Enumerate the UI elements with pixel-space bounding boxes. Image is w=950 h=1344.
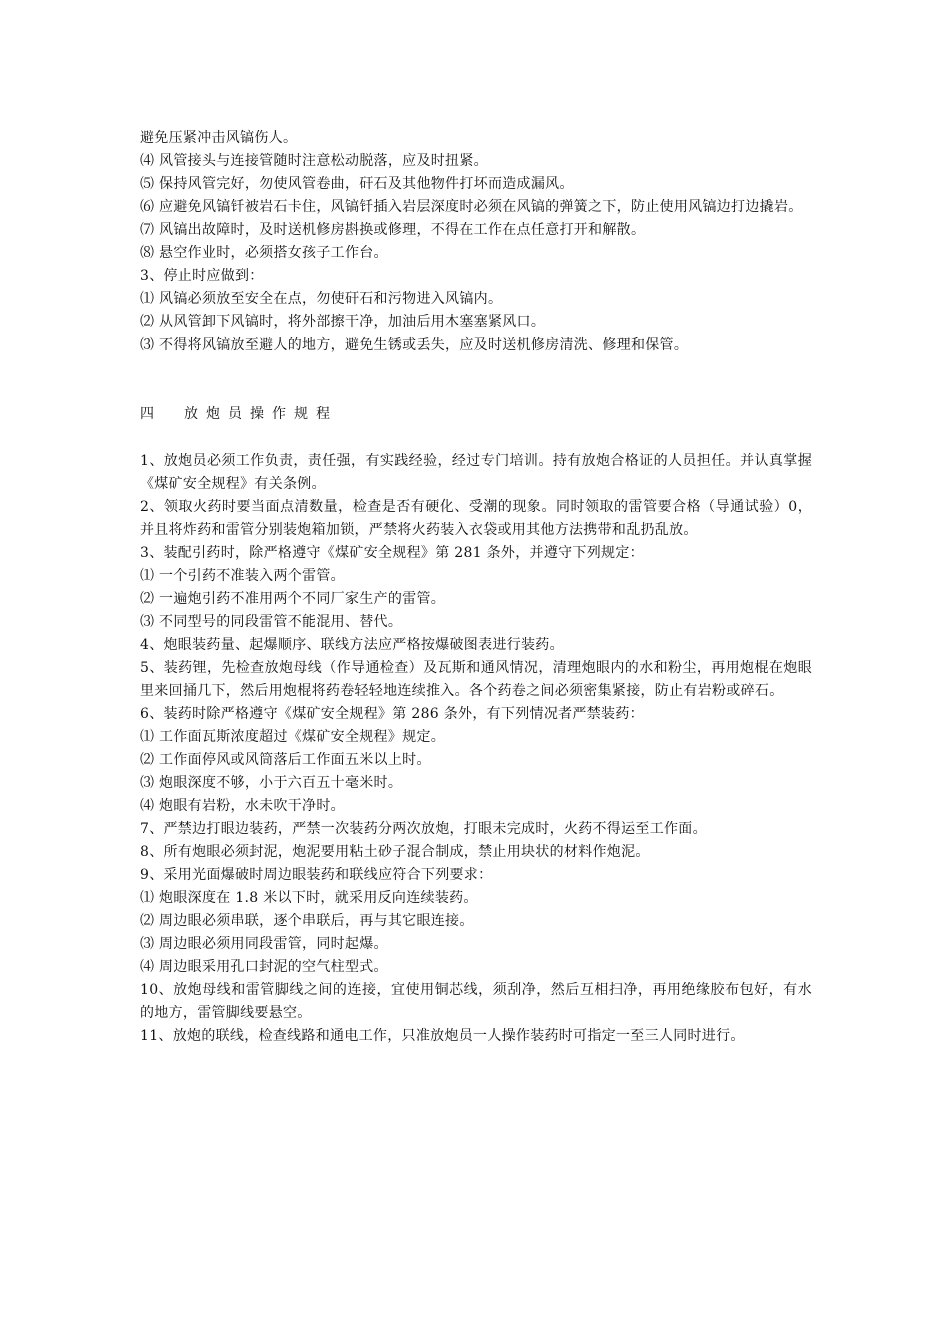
paragraph: 4、炮眼装药量、起爆顺序、联线方法应严格按爆破图表进行装药。 — [140, 637, 564, 653]
paragraph: ⑹ 应避免风镐钎被岩石卡住，风镐钎插入岩层深度时必须在风镐的弹簧之下，防止使用风镐边打边撬岩。 — [140, 199, 803, 215]
paragraph: ⑵ 从风管卸下风镐时，将外部擦干净，加油后用木塞塞紧风口。 — [140, 314, 546, 330]
paragraph: ⑵ 一遍炮引药不准用两个不同厂家生产的雷管。 — [140, 591, 446, 607]
paragraph: ⑴ 一个引药不准装入两个雷管。 — [140, 568, 345, 584]
paragraph: ⑺ 风镐出故障时，及时送机修房斟换或修理，不得在工作在点任意打开和解散。 — [140, 222, 646, 238]
paragraph: ⑶ 炮眼深度不够，小于六百五十毫米时。 — [140, 775, 403, 791]
paragraph: ⑶ 不同型号的同段雷管不能混用、替代。 — [140, 614, 403, 630]
paragraph: 7、严禁边打眼边装药，严禁一次装药分两次放炮，打眼未完成时，火药不得运至工作面。 — [140, 821, 707, 837]
paragraph: ⑷ 周边眼采用孔口封泥的空气柱型式。 — [140, 959, 388, 975]
paragraph: ⑶ 不得将风镐放至避人的地方，避免生锈或丢失，应及时送机修房清洗、修理和保管。 — [140, 337, 689, 353]
paragraph: ⑷ 炮眼有岩粉，水未吹干净时。 — [140, 798, 345, 814]
section-3-tail — [140, 127, 812, 357]
spacer — [140, 357, 812, 403]
document-page — [140, 127, 812, 1048]
paragraph: 2、领取火药时要当面点清数量，检查是否有硬化、受潮的现象。同时领取的雷管要合格（导通试验）0，并且将炸药和雷管分别装炮箱加锁，严禁将火药装入衣袋或用其他方法携带和乱扔乱放。 — [140, 499, 812, 538]
paragraph: ⑷ 风管接头与连接管随时注意松动脱落，应及时扭紧。 — [140, 153, 488, 169]
paragraph: 8、所有炮眼必须封泥，炮泥要用粘土砂子混合制成，禁止用块状的材料作炮泥。 — [140, 844, 650, 860]
paragraph: ⑴ 炮眼深度在 1.8 米以下时，就采用反向连续装药。 — [140, 890, 478, 906]
paragraph: ⑸ 保持风管完好，勿使风管卷曲，矸石及其他物件打坏而造成漏风。 — [140, 176, 574, 192]
paragraph: ⑻ 悬空作业时，必须搭女孩子工作台。 — [140, 245, 388, 261]
paragraph: ⑴ 工作面瓦斯浓度超过《煤矿安全规程》规定。 — [140, 729, 446, 745]
paragraph: ⑶ 周边眼必须用同段雷管，同时起爆。 — [140, 936, 388, 952]
paragraph: 9、采用光面爆破时周边眼装药和联线应符合下列要求： — [140, 867, 493, 883]
section-4-body — [140, 450, 812, 1048]
paragraph: 3、停止时应做到： — [140, 268, 264, 284]
paragraph: 1、放炮员必须工作负责，责任强，有实践经验，经过专门培训。持有放炮合格证的人员担任。并认真掌握《煤矿安全规程》有关条例。 — [140, 453, 812, 492]
paragraph: 3、装配引药时，除严格遵守《煤矿安全规程》第 281 条外，并遵守下列规定： — [140, 545, 644, 561]
paragraph: 11、放炮的联线，检查线路和通电工作，只准放炮员一人操作装药时可指定一至三人同时进行。 — [140, 1028, 745, 1044]
paragraph: ⑵ 周边眼必须串联，逐个串联后，再与其它眼连接。 — [140, 913, 474, 929]
spacer — [140, 426, 812, 450]
paragraph: 10、放炮母线和雷管脚线之间的连接，宜使用铜芯线，须刮净，然后互相扫净，再用绝缘胶布包好，有水的地方，雷管脚线要悬空。 — [140, 982, 812, 1021]
paragraph: ⑵ 工作面停风或风筒落后工作面五米以上时。 — [140, 752, 431, 768]
paragraph: ⑴ 风镐必须放至安全在点，勿使矸石和污物进入风镐内。 — [140, 291, 503, 307]
paragraph: 5、装药锂，先检查放炮母线（作导通检查）及瓦斯和通风情况，清理炮眼内的水和粉尘，再用炮棍在炮眼里来回捅几下，然后用炮棍将药卷轻轻地连续推入。各个药卷之间必须密集紧接，防止有岩粉或碎石。 — [140, 660, 812, 699]
section-heading: 四 放炮员操作规程 — [140, 406, 338, 422]
paragraph: 避免压紧冲击风镐伤人。 — [140, 130, 298, 146]
paragraph: 6、装药时除严格遵守《煤矿安全规程》第 286 条外，有下列情况者严禁装药： — [140, 706, 644, 722]
